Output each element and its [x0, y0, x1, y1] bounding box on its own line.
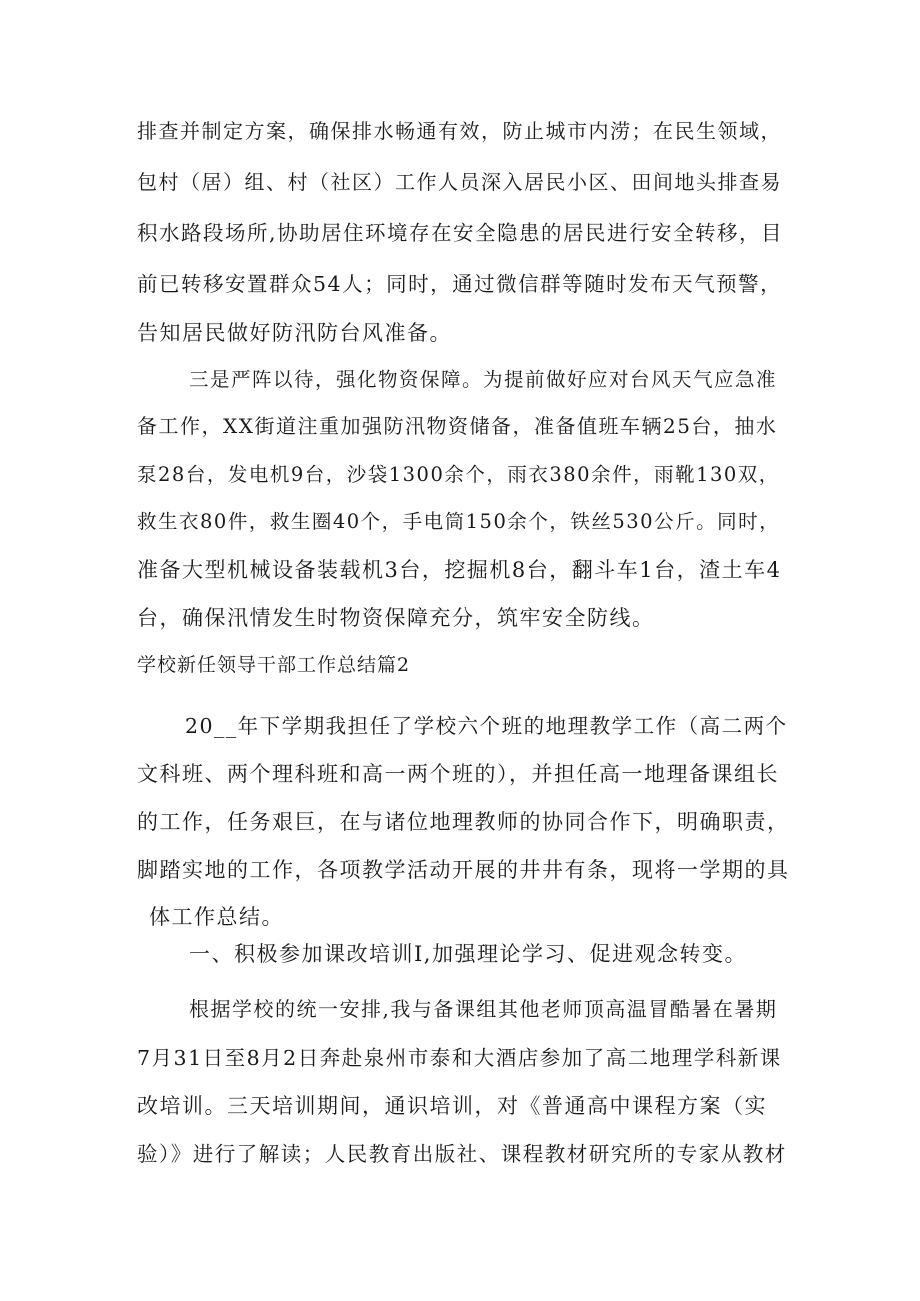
subheading: 一、积极参加课改培训I,加强理论学习、促进观念转变。 — [189, 942, 747, 966]
text-line: 文科班、两个理科班和高一两个班的），并担任高一地理备课组长 — [137, 762, 779, 786]
text-line: 积水路段场所,协助居住环境存在安全隐患的居民进行安全转移，目 — [137, 221, 784, 245]
text-line: 的工作，任务艰巨，在与诸位地理教师的协同合作下，明确职责， — [137, 810, 790, 834]
text-line: 告知居民做好防汛防台风准备。 — [137, 321, 452, 345]
text-line: 台，确保汛情发生时物资保障充分，筑牢安全防线。 — [137, 606, 655, 630]
text-line: 7月31日至8月2日奔赴泉州市泰和大酒店参加了高二地理学科新课 — [137, 1046, 782, 1070]
text-line: 体工作总结。 — [149, 905, 284, 929]
text-line: 前已转移安置群众54人；同时，通过微信群等随时发布天气预警， — [137, 272, 783, 296]
text-line: 备工作，XX街道注重加强防汛物资储备，准备值班车辆25台，抽水 — [137, 414, 778, 438]
text-line: 20__年下学期我担任了学校六个班的地理教学工作（高二两个 — [185, 714, 788, 738]
text-line: 脚踏实地的工作，各项教学活动开展的井井有条，现将一学期的具 — [137, 858, 790, 882]
text-line: 包村（居）组、村（社区）工作人员深入居民小区、田间地头排查易 — [137, 170, 782, 194]
text-line: 泵28台，发电机9台，沙袋1300余个，雨衣380余件，雨靴130双， — [137, 463, 780, 486]
text-line: 验）》进行了解读；人民教育出版社、课程教材研究所的专家从教材 — [137, 1142, 787, 1166]
text-line: 救生衣80件，救生圈40个，手电筒150余个，铁丝530公斤。同时， — [137, 510, 781, 533]
text-line: 改培训。三天培训期间，通识培训，对《普通高中课程方案（实 — [137, 1094, 767, 1118]
text-line: 排查并制定方案，确保排水畅通有效，防止城市内涝；在民生领域， — [137, 119, 782, 143]
section-title: 学校新任领导干部工作总结篇2 — [137, 654, 411, 676]
text-line: 准备大型机械设备装载机3台，挖掘机8台，翻斗车1台，渣土车4 — [137, 558, 782, 582]
text-line: 根据学校的统一安排,我与备课组其他老师顶高温冒酷暑在暑期 — [189, 997, 778, 1021]
text-line: 三是严阵以待，强化物资保障。为提前做好应对台风天气应急准 — [189, 368, 778, 391]
